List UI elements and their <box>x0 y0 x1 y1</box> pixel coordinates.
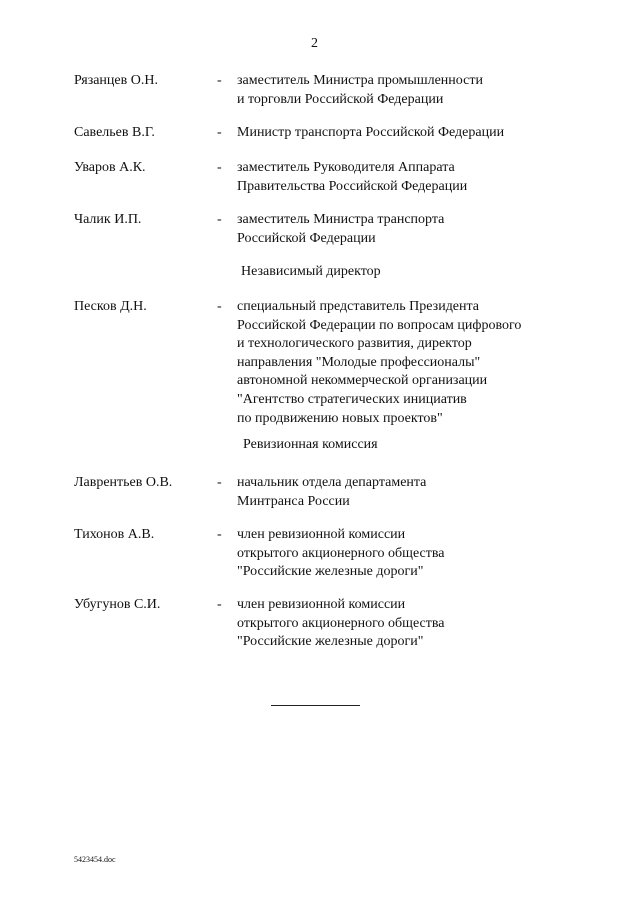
description-line: и технологического развития, директор <box>237 336 472 352</box>
description-line: заместитель Министра промышленности <box>237 73 483 88</box>
description-line: член ревизионной комиссии <box>237 527 406 542</box>
description-line: член ревизионной комиссии <box>237 597 406 612</box>
page-number: 2 <box>311 36 318 51</box>
position-description <box>237 159 467 196</box>
person-name: Рязанцев О.Н. <box>74 73 158 88</box>
description-line: по продвижению новых проектов" <box>237 410 443 426</box>
person-name: Уваров А.К. <box>74 160 146 175</box>
description-line: Правительства Российской Федерации <box>237 178 468 194</box>
person-name: Тихонов А.В. <box>74 527 155 542</box>
dash-separator: - <box>217 299 222 314</box>
dash-separator: - <box>217 527 222 542</box>
dash-separator: - <box>217 475 222 490</box>
person-name: Убугунов С.И. <box>74 597 161 612</box>
description-line: автономной некоммерческой организации <box>237 373 488 389</box>
description-line: заместитель Министра транспорта <box>237 212 445 227</box>
description-line: и торговли Российской Федерации <box>237 91 444 107</box>
description-line: специальный представитель Президента <box>237 299 480 314</box>
person-name: Лаврентьев О.В. <box>74 475 173 490</box>
position-description <box>237 72 483 109</box>
dash-separator: - <box>217 125 222 140</box>
dash-separator: - <box>217 597 222 612</box>
description-line: "Российские железные дороги" <box>237 634 424 650</box>
description-line: начальник отдела департамента <box>237 475 427 490</box>
section-heading-independent-director: Независимый директор <box>241 264 381 279</box>
position-description <box>237 298 521 428</box>
description-line: "Агентство стратегических инициатив <box>237 391 467 407</box>
position-description <box>237 596 445 652</box>
position-description <box>237 526 445 582</box>
description-line: открытого акционерного общества <box>237 545 445 561</box>
description-line: Российской Федерации по вопросам цифрового <box>237 317 522 333</box>
closing-rule <box>271 705 360 706</box>
person-name: Песков Д.Н. <box>74 299 147 314</box>
person-name: Чалик И.П. <box>74 212 142 227</box>
position-description <box>237 474 426 511</box>
description-line: открытого акционерного общества <box>237 615 445 631</box>
footer-filename: 5423454.doc <box>74 855 116 864</box>
position-description <box>237 211 444 248</box>
section-heading-audit-commission: Ревизионная комиссия <box>243 437 378 452</box>
position-description <box>237 124 504 143</box>
person-name: Савельев В.Г. <box>74 125 155 140</box>
dash-separator: - <box>217 160 222 175</box>
description-line: "Российские железные дороги" <box>237 564 424 580</box>
description-line: Министр транспорта Российской Федерации <box>237 125 505 140</box>
description-line: направления "Молодые профессионалы" <box>237 354 481 370</box>
description-line: Российской Федерации <box>237 230 376 246</box>
dash-separator: - <box>217 73 222 88</box>
description-line: Минтранса России <box>237 493 350 509</box>
description-line: заместитель Руководителя Аппарата <box>237 160 455 175</box>
dash-separator: - <box>217 212 222 227</box>
